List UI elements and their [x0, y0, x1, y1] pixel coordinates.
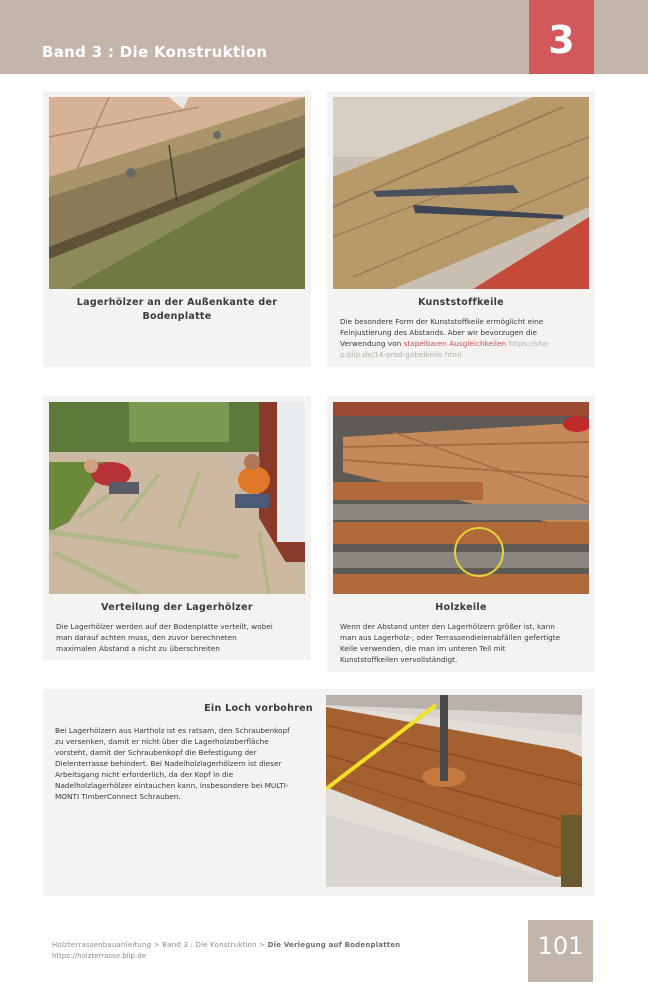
card-holzkeile [327, 396, 595, 672]
caption-text-line2: man darauf achten muss, den zuvor berechneten [56, 633, 237, 642]
caption-text-line5: Arbeitsgang nicht erforderlich, da der Kopf in die [55, 770, 234, 779]
page-header [0, 0, 648, 74]
caption-text-line1: Die Lagerhölzer werden auf der Bodenplatte verteilt, wobei [56, 622, 273, 631]
caption-text-line4: Kunststoffkeilen vervollständigt. [340, 655, 458, 664]
caption-text-line2: man aus Lagerholz-, oder Terrassendielenabfällen gefertigte [340, 633, 561, 642]
caption-text-line3-prefix: Verwendung von [340, 339, 404, 348]
caption-text-line3: Keile verwenden, die man im unteren Teil mit [340, 644, 506, 653]
caption-title-line1: Lagerhölzer an der Außenkante der [76, 297, 278, 308]
photo-plastic-wedges [333, 97, 589, 289]
card-lagerhoelzer-aussenkante [43, 91, 311, 367]
card-kunststoffkeile [327, 91, 595, 367]
chapter-title: Band 3 : Die Konstruktion [42, 43, 268, 61]
caption-text-line1: Bei Lagerhölzern aus Hartholz ist es ratsam, den Schraubenkopf [55, 726, 290, 735]
caption-text-line1: Wenn der Abstand unter den Lagerhölzern größer ist, kann [340, 622, 555, 631]
caption-text-line7: MONTI TimberConnect Schrauben. [55, 792, 181, 801]
caption-title: Holzkeile [435, 602, 487, 613]
caption-text-line1: Die besondere Form der Kunststoffkeile ermöglicht eine [340, 317, 544, 326]
shop-url-link-part2[interactable]: p.bilp.de/14-prod-gabelkeile.html [340, 350, 462, 359]
chapter-number: 3 [548, 18, 575, 62]
photo-drilling-hole [326, 695, 582, 887]
caption-title-line2: Bodenplatte [142, 311, 212, 322]
stackable-wedges-link[interactable]: stapelbaren Ausgleichkeilen [403, 339, 507, 348]
footer-url[interactable]: https://holzterrasse.bilp.de [52, 952, 146, 960]
breadcrumb [52, 941, 400, 949]
breadcrumb-current: Die Verlegung auf Bodenplatten [267, 941, 401, 949]
page-number: 101 [537, 932, 584, 960]
caption-text-line3 [340, 338, 582, 349]
caption-text-line4: Dielenterrasse behindert. Bei Nadelholzlagerhölzern ist dieser [55, 759, 282, 768]
shop-url-link-part1[interactable]: https://sho- [506, 339, 551, 348]
caption-text-line2: Feinjustierung des Abstands. Aber wir bevorzugen die [340, 328, 537, 337]
chapter-number-box [529, 0, 594, 74]
caption-text-line6: Nadelholzlagerhölzer eintauchen kann, insbesondere bei MULTI- [55, 781, 289, 790]
caption-title: Kunststoffkeile [418, 297, 504, 308]
photo-wooden-wedges [333, 402, 589, 594]
card-verteilung [43, 396, 311, 660]
photo-joists-on-slab-edge [49, 97, 305, 289]
caption-title: Verteilung der Lagerhölzer [101, 602, 253, 613]
breadcrumb-path[interactable]: Holzterrassenbauanleitung > Band 3 : Die Konstruktion > [52, 941, 268, 949]
card-loch-vorbohren [43, 689, 595, 896]
page-number-box [528, 920, 593, 982]
caption-title: Ein Loch vorbohren [204, 703, 313, 714]
photo-workers-distributing-joists [49, 402, 305, 594]
caption-text-line2: zu versenken, damit er nicht über die Lagerholzoberfläche [55, 737, 269, 746]
caption-text-line3: vorsteht, damit der Schraubenkopf die Befestigung der [55, 748, 257, 757]
caption-text-line3: maximalen Abstand a nicht zu überschreiten [56, 644, 220, 653]
